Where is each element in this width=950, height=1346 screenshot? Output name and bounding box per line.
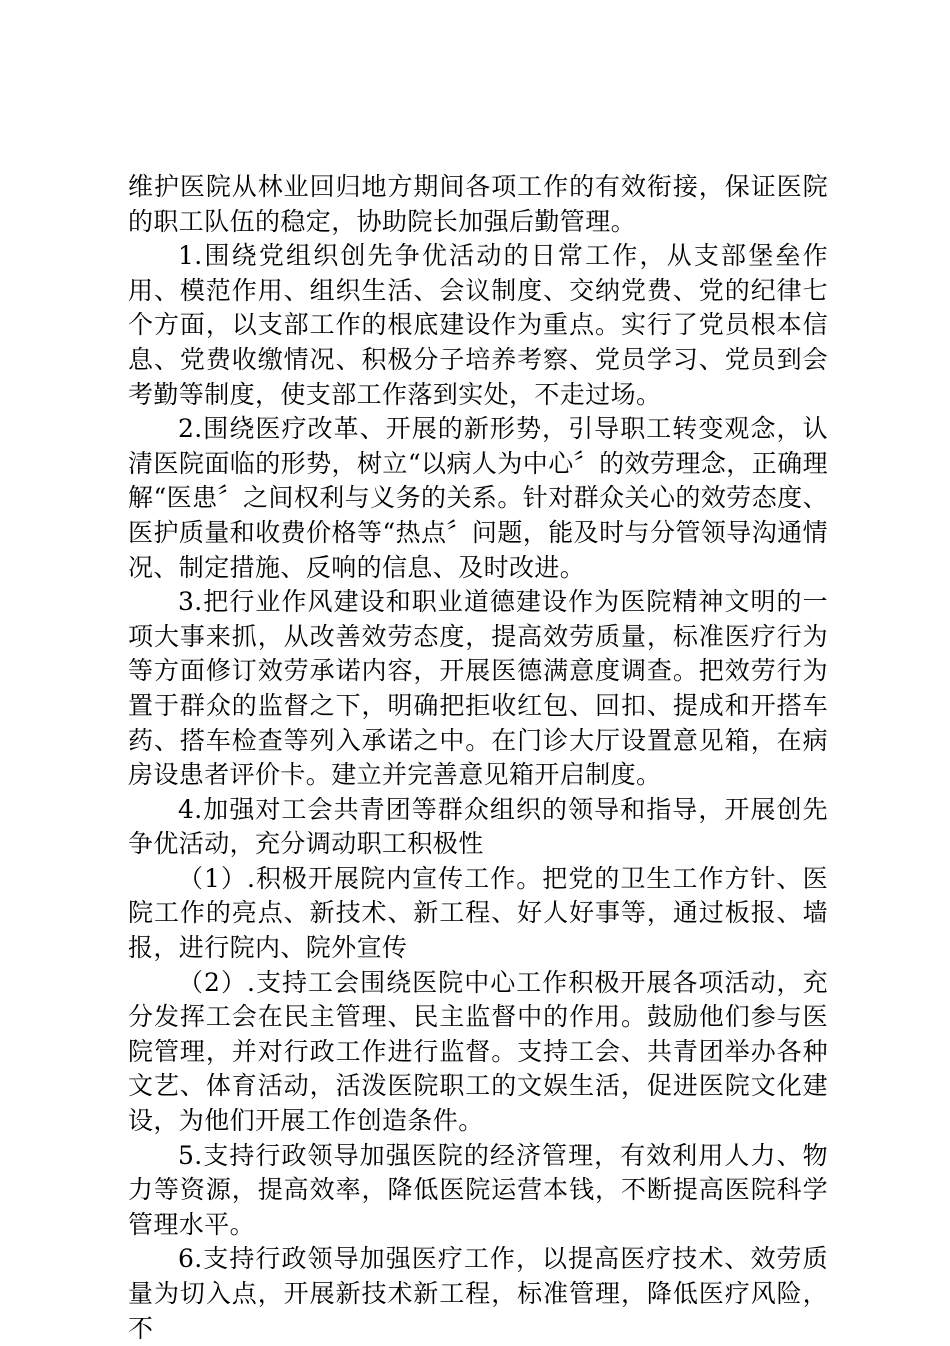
paragraph-item-3: 3.把行业作风建设和职业道德建设作为医院精神文明的一项大事来抓，从改善效劳态度，提高效劳质量，标准医疗行为等方面修订效劳承诺内容，开展医德满意度调查。把效劳行为置于群众的监督之下，明确把拒收红包、回扣、提成和开搭车药、搭车检查等列入承诺之中。在门诊大厅设置意见箱，在病房设患者评价卡。建立并完善意见箱开启制度。 bbox=[128, 587, 828, 790]
paragraph-item-4: 4.加强对工会共青团等群众组织的领导和指导，开展创先争优活动，充分调动职工积极性 bbox=[128, 794, 828, 859]
document-body bbox=[128, 170, 828, 1346]
paragraph-subitem-1: （1）.积极开展院内宣传工作。把党的卫生工作方针、医院工作的亮点、新技术、新工程、好人好事等，通过板报、墙报，进行院内、院外宣传 bbox=[128, 863, 828, 963]
paragraph-item-1: 1.围绕党组织创先争优活动的日常工作，从支部堡垒作用、模范作用、组织生活、会议制度、交纳党费、党的纪律七个方面，以支部工作的根底建设作为重点。实行了党员根本信息、党费收缴情况、积极分子培养考察、党员学习、党员到会考勤等制度，使支部工作落到实处，不走过场。 bbox=[128, 241, 828, 409]
paragraph-item-2: 2.围绕医疗改革、开展的新形势，引导职工转变观念，认清医院面临的形势，树立“以病人为中心〞的效劳理念，正确理解“医患〞之间权利与义务的关系。针对群众关心的效劳态度、医护质量和收费价格等“热点〞问题，能及时与分管领导沟通情况、制定措施、反响的信息、及时改进。 bbox=[128, 414, 828, 582]
paragraph-continuation: 维护医院从林业回归地方期间各项工作的有效衔接，保证医院的职工队伍的稳定，协助院长加强后勤管理。 bbox=[128, 172, 828, 236]
paragraph-item-5: 5.支持行政领导加强医院的经济管理，有效利用人力、物力等资源，提高效率，降低医院运营本钱，不断提高医院科学管理水平。 bbox=[128, 1140, 828, 1239]
paragraph-item-6: 6.支持行政领导加强医疗工作，以提高医疗技术、效劳质量为切入点，开展新技术新工程，标准管理，降低医疗风险，不 bbox=[128, 1244, 828, 1343]
paragraph-subitem-2: （2）.支持工会围绕医院中心工作积极开展各项活动，充分发挥工会在民主管理、民主监督中的作用。鼓励他们参与医院管理，并对行政工作进行监督。支持工会、共青团举办各种文艺、体育活动，活泼医院职工的文娱生活，促进医院文化建设，为他们开展工作创造条件。 bbox=[128, 967, 828, 1136]
